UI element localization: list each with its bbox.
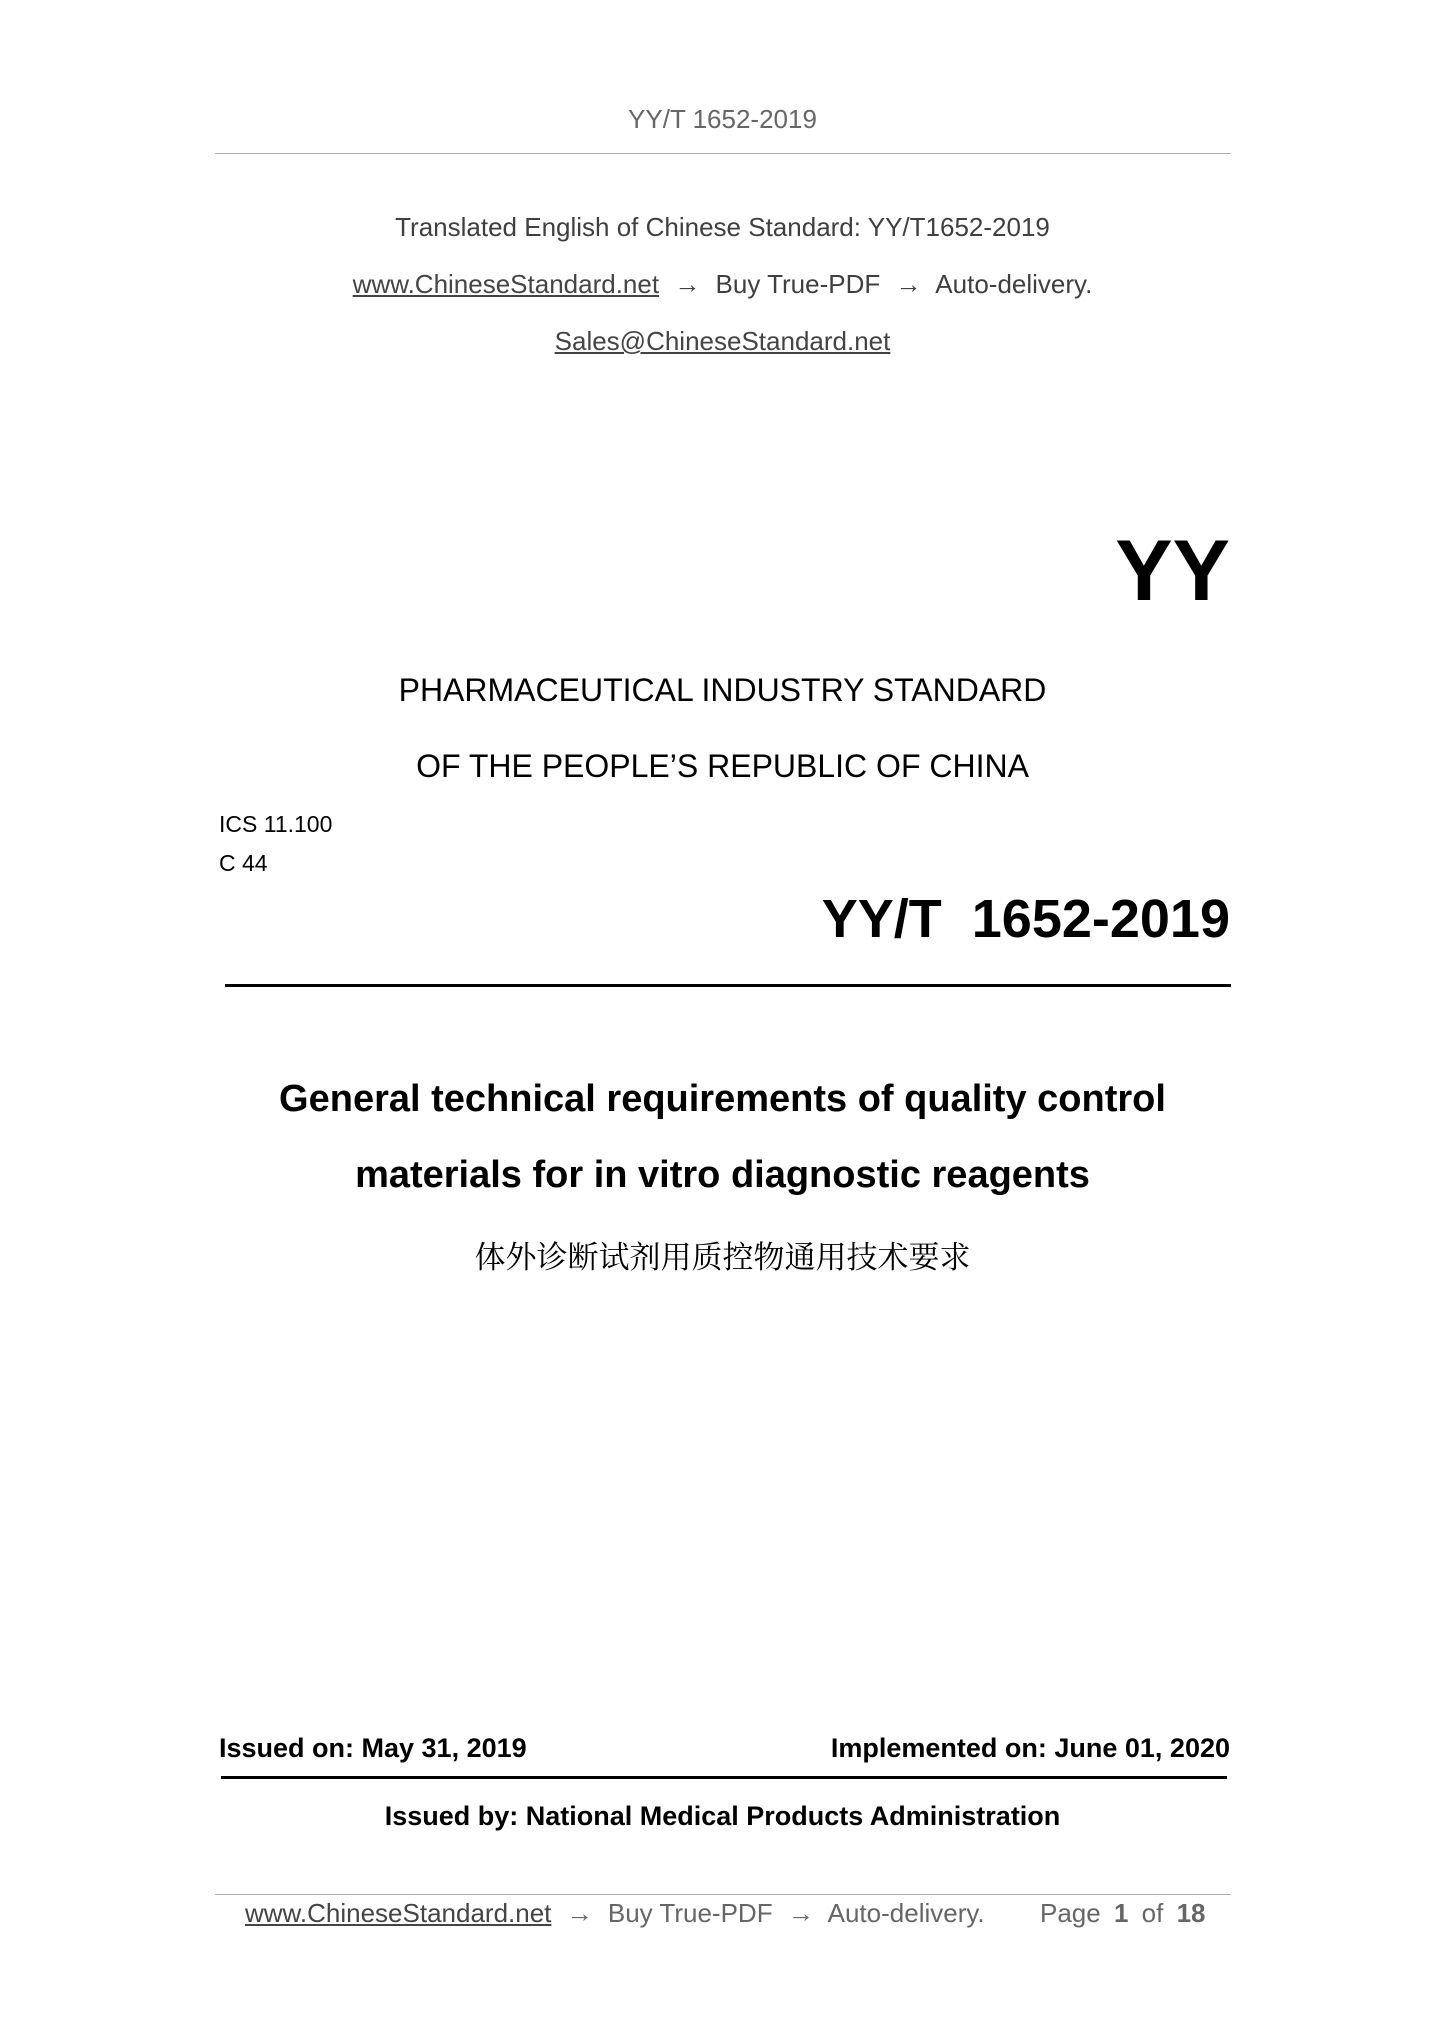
of-word: of	[1141, 1898, 1164, 1928]
page-total: 18	[1176, 1898, 1206, 1928]
page-indicator	[1040, 1898, 1206, 1929]
dates-divider	[221, 1776, 1227, 1779]
arrow-right-icon: →	[674, 269, 701, 299]
title-divider	[225, 984, 1231, 987]
translated-line: Translated English of Chinese Standard: YY/T1652-2019	[395, 212, 1050, 242]
footer-auto-delivery-text: Auto-delivery.	[827, 1898, 985, 1928]
footer-site-link[interactable]: www.ChineseStandard.net	[245, 1898, 552, 1928]
buy-true-pdf-text: Buy True-PDF	[715, 269, 881, 299]
auto-delivery-text: Auto-delivery.	[935, 269, 1093, 299]
email-link[interactable]: Sales@ChineseStandard.net	[554, 326, 891, 356]
email-line	[0, 326, 1445, 357]
promo-line	[0, 269, 1445, 300]
industry-line-2: OF THE PEOPLE’S REPUBLIC OF CHINA	[416, 748, 1029, 784]
header-divider	[215, 153, 1231, 154]
ics-code: ICS 11.100	[219, 811, 333, 837]
running-header: YY/T 1652-2019	[628, 104, 817, 134]
title-chinese: 体外诊断试剂用质控物通用技术要求	[474, 1240, 971, 1276]
footer-buy-true-pdf-text: Buy True-PDF	[607, 1898, 773, 1928]
ccs-code: C 44	[219, 850, 268, 876]
arrow-right-icon: →	[566, 1898, 593, 1928]
standard-code-mark: YY	[1115, 523, 1230, 619]
footer-promo	[245, 1898, 985, 1929]
implemented-on-date: Implemented on: June 01, 2020	[830, 1733, 1230, 1763]
title-line-1: General technical requirements of quality control	[279, 1078, 1166, 1120]
page-current: 1	[1113, 1898, 1129, 1928]
title-line-2: materials for in vitro diagnostic reagents	[355, 1154, 1090, 1196]
arrow-right-icon: →	[895, 269, 922, 299]
page-word: Page	[1040, 1898, 1101, 1928]
site-link[interactable]: www.ChineseStandard.net	[352, 269, 660, 299]
footer-divider	[215, 1894, 1231, 1895]
issued-by: Issued by: National Medical Products Administration	[384, 1801, 1061, 1831]
standard-number: YY/T 1652-2019	[821, 889, 1230, 949]
issued-on-date: Issued on: May 31, 2019	[219, 1733, 527, 1763]
industry-line-1: PHARMACEUTICAL INDUSTRY STANDARD	[398, 672, 1047, 708]
arrow-right-icon: →	[787, 1898, 814, 1928]
